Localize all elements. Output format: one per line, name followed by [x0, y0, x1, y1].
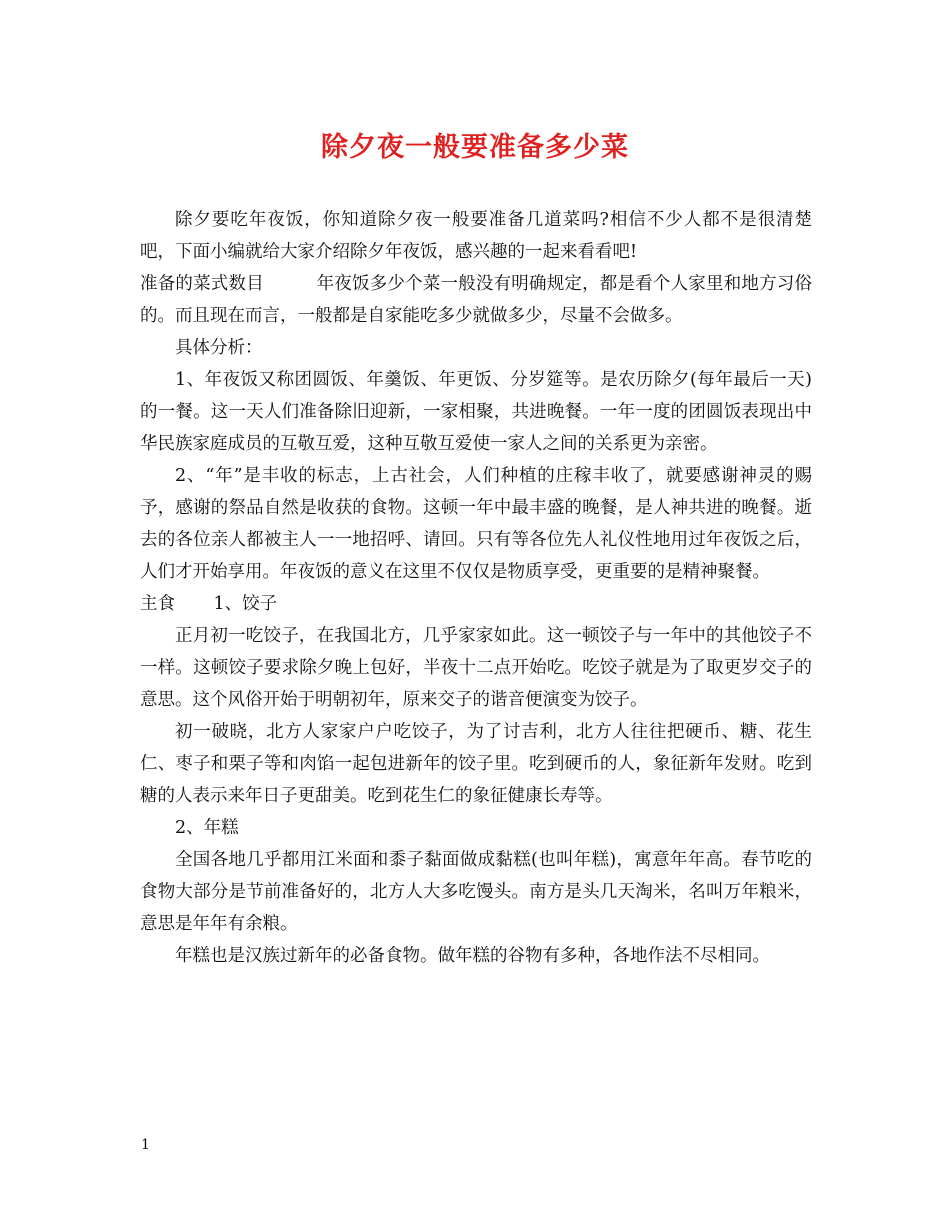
document-title: 除夕夜一般要准备多少菜: [321, 132, 629, 163]
paragraph-dumplings-1: 正月初一吃饺子，在我国北方，几乎家家如此。这一顿饺子与一年中的其他饺子不一样。这顿饺子要求除夕晚上包好，半夜十二点开始吃。吃饺子就是为了取更岁交子的意思。这个风俗开始于明朝初年，原来交子的谐音便演变为饺子。: [140, 626, 812, 710]
paragraph-analysis-heading: 具体分析：: [175, 338, 263, 358]
paragraph-intro: 除夕要吃年夜饭，你知道除夕夜一般要准备几道菜吗?相信不少人都不是很清楚吧，下面小编就给大家介绍除夕年夜饭，感兴趣的一起来看看吧!: [140, 210, 812, 262]
paragraph-point-1: 1、年夜饭又称团圆饭、年羹饭、年更饭、分岁筵等。是农历除夕(每年最后一天)的一餐。这一天人们准备除旧迎新，一家相聚，共进晚餐。一年一度的团圆饭表现出中华民族家庭成员的互敬互爱，这种互敬互爱使一家人之间的关系更为亲密。: [140, 370, 812, 454]
document-body: [140, 204, 812, 972]
paragraph-point-2: 2、“年”是丰收的标志，上古社会，人们种植的庄稼丰收了，就要感谢神灵的赐予，感谢的祭品自然是收获的食物。这顿一年中最丰盛的晚餐，是人神共进的晚餐。逝去的各位亲人都被主人一一地招呼、请回。只有等各位先人礼仪性地用过年夜饭之后，人们才开始享用。年夜饭的意义在这里不仅仅是物质享受，更重要的是精神聚餐。: [140, 466, 812, 582]
paragraph-dish-count-text: 年夜饭多少个菜一般没有明确规定，都是看个人家里和地方习俗的。而且现在而言，一般都是自家能吃多少就做多少，尽量不会做多。: [140, 274, 813, 326]
paragraph-dish-count: [140, 268, 812, 332]
page-number: 1: [141, 1137, 150, 1153]
paragraph-niangao-heading: 2、年糕: [175, 818, 239, 838]
section-label-staple-food: 主食: [140, 594, 175, 614]
paragraph-staple-food-text: 1、饺子: [213, 594, 278, 614]
paragraph-niangao-2: 年糕也是汉族过新年的必备食物。做年糕的谷物有多种，各地作法不尽相同。: [175, 946, 770, 966]
paragraph-staple-food: [140, 588, 812, 620]
section-label-dish-count: 准备的菜式数目: [140, 274, 264, 294]
paragraph-dumplings-2: 初一破晓，北方人家家户户吃饺子，为了讨吉利，北方人往往把硬币、糖、花生仁、枣子和栗子等和肉馅一起包进新年的饺子里。吃到硬币的人，象征新年发财。吃到糖的人表示来年日子更甜美。吃到花生仁的象征健康长寿等。: [140, 722, 812, 806]
paragraph-niangao-1: 全国各地几乎都用江米面和黍子黏面做成黏糕(也叫年糕)，寓意年年高。春节吃的食物大部分是节前准备好的，北方人大多吃馒头。南方是头几天淘米，名叫万年粮米，意思是年年有余粮。: [140, 850, 812, 934]
